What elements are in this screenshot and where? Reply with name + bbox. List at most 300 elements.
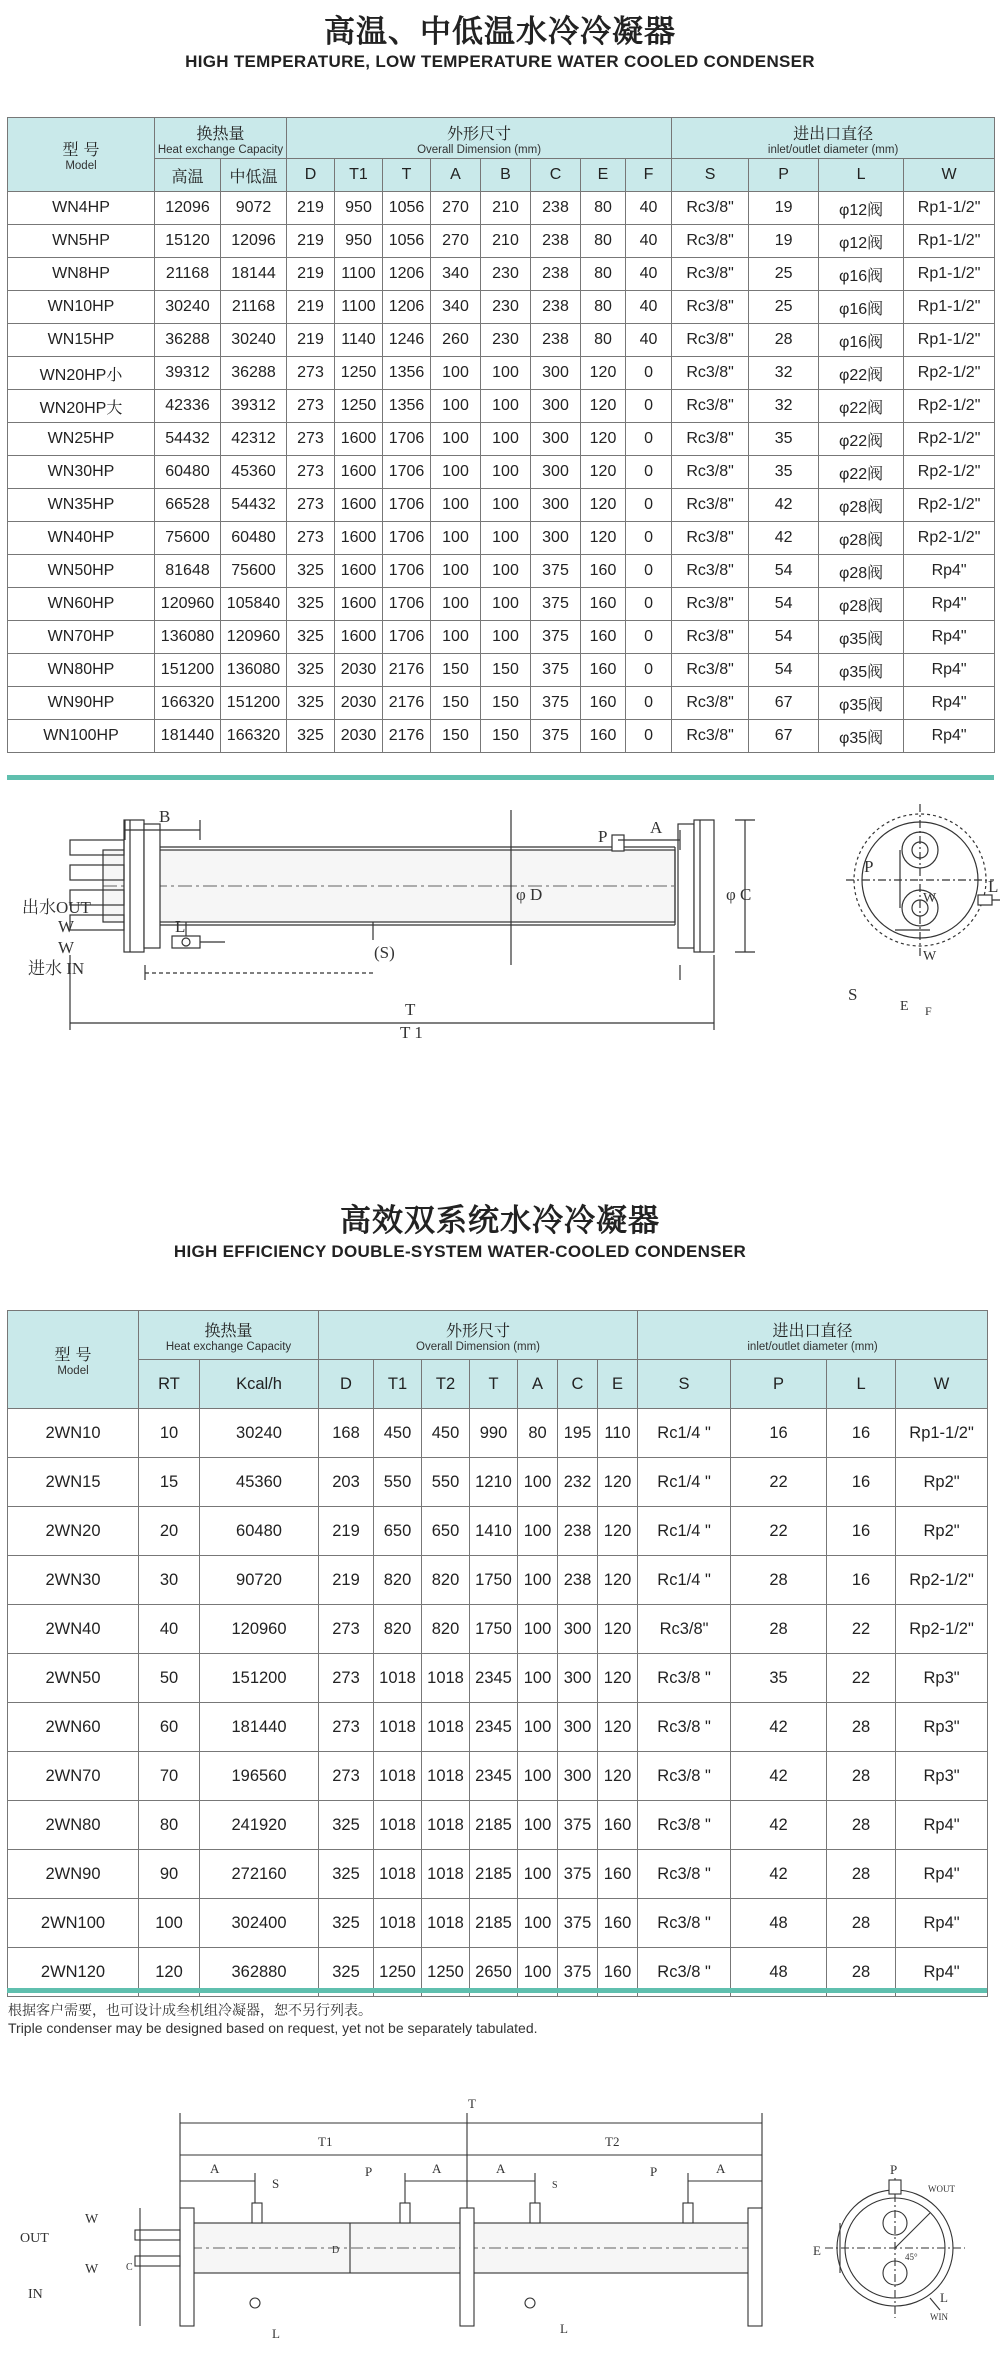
table-cell: Rp4" (904, 720, 995, 753)
table-cell: 42 (749, 522, 819, 555)
table-cell: 100 (481, 357, 531, 390)
table-cell: 22 (827, 1654, 896, 1703)
table-cell: 1018 (422, 1801, 470, 1850)
table-cell: 1250 (422, 1948, 470, 1997)
table-cell: 45360 (221, 456, 287, 489)
port-label-S: (S) (374, 943, 395, 962)
table-cell: 340 (431, 258, 481, 291)
table-cell: 42312 (221, 423, 287, 456)
table-cell: 300 (558, 1703, 598, 1752)
table-row (8, 1850, 988, 1899)
table-cell: 300 (531, 390, 581, 423)
table-cell: Rp4" (896, 1801, 988, 1850)
end2-label-E: E (813, 2243, 821, 2258)
dim2-label-A2: A (432, 2161, 442, 2176)
table-cell: 1018 (374, 1654, 422, 1703)
table-row (8, 1899, 988, 1948)
table-cell: 110 (598, 1409, 638, 1458)
table-cell: 181440 (155, 720, 221, 753)
table-cell: 219 (287, 225, 335, 258)
table-cell: Rc1/4 " (638, 1556, 731, 1605)
table-cell: 232 (558, 1458, 598, 1507)
dim-label-T1: T 1 (400, 1023, 423, 1042)
table-cell: 60480 (200, 1507, 319, 1556)
table-cell: 160 (581, 621, 626, 654)
table-cell: 32 (749, 390, 819, 423)
table-cell: 1246 (383, 324, 431, 357)
table-cell: 2185 (470, 1850, 518, 1899)
table-cell: 2345 (470, 1654, 518, 1703)
table-cell: 160 (581, 687, 626, 720)
table-cell: Rp1-1/2" (904, 258, 995, 291)
table-cell: 1206 (383, 291, 431, 324)
table-cell: 325 (287, 588, 335, 621)
table-cell: Rc1/4 " (638, 1409, 731, 1458)
dim-label-C: φ C (726, 885, 752, 904)
subheader-cell: C (531, 159, 581, 192)
table-cell: 100 (518, 1850, 558, 1899)
table-cell: Rc3/8" (672, 588, 749, 621)
table-cell: φ28阀 (819, 588, 904, 621)
table-cell: 100 (518, 1507, 558, 1556)
table-cell: 325 (319, 1948, 374, 1997)
note-en: Triple condenser may be designed based on request, yet not be separately tabulated. (8, 2020, 538, 2036)
table-cell: 2030 (335, 687, 383, 720)
table-cell: 238 (531, 258, 581, 291)
accent-bar-2 (7, 1988, 987, 1993)
table-cell: 1250 (374, 1948, 422, 1997)
table-cell: 100 (518, 1654, 558, 1703)
table-cell: 100 (518, 1948, 558, 1997)
table-cell: 1706 (383, 522, 431, 555)
end-label-W2: W (923, 949, 937, 964)
valve-label-L: L (175, 917, 186, 936)
table-cell: φ22阀 (819, 423, 904, 456)
table-cell: φ35阀 (819, 621, 904, 654)
header-model-2: 型 号 Model (8, 1311, 139, 1409)
table-cell: 219 (319, 1507, 374, 1556)
table-cell: 100 (431, 357, 481, 390)
table-cell: Rp2-1/2" (904, 456, 995, 489)
table-cell: 151200 (155, 654, 221, 687)
table-cell: 48 (731, 1899, 827, 1948)
table-cell: 273 (319, 1654, 374, 1703)
table-row (8, 1458, 988, 1507)
table-cell: 30240 (221, 324, 287, 357)
table-cell: 1018 (422, 1654, 470, 1703)
port2-label-S1: S (272, 2176, 280, 2191)
table-cell: 1600 (335, 555, 383, 588)
table-cell: 54 (749, 621, 819, 654)
table-cell: 1600 (335, 423, 383, 456)
table-cell: 25 (749, 258, 819, 291)
table-cell: Rc3/8" (672, 522, 749, 555)
table-cell: 1600 (335, 621, 383, 654)
table-row (8, 456, 995, 489)
table-cell: 325 (319, 1801, 374, 1850)
table-cell: 35 (749, 423, 819, 456)
table-cell: 1140 (335, 324, 383, 357)
dim2-label-C: C (126, 2262, 133, 2273)
section2-title-cn: 高效双系统水冷冷凝器 (340, 1203, 660, 1239)
table-cell: 1706 (383, 456, 431, 489)
table-cell: 54432 (221, 489, 287, 522)
table-cell: WN50HP (8, 555, 155, 588)
table-cell: Rp2-1/2" (904, 522, 995, 555)
table-cell: 19 (749, 225, 819, 258)
table-row (8, 423, 995, 456)
dim2-label-A4: A (716, 2161, 726, 2176)
port2-label-P2: P (650, 2164, 658, 2179)
table-cell: 100 (481, 489, 531, 522)
table-cell: Rp3" (896, 1703, 988, 1752)
table-cell: 210 (481, 192, 531, 225)
table-cell: 28 (731, 1556, 827, 1605)
table-2-body (8, 1409, 988, 1997)
table-cell: 0 (626, 588, 672, 621)
table-cell: 990 (470, 1409, 518, 1458)
table-cell: 120 (581, 423, 626, 456)
table-cell: 1018 (374, 1801, 422, 1850)
table-cell: 42 (731, 1752, 827, 1801)
table-cell: 90 (139, 1850, 200, 1899)
table-cell: 10 (139, 1409, 200, 1458)
table-cell: Rc3/8" (672, 720, 749, 753)
table-cell: φ16阀 (819, 291, 904, 324)
table-cell: 375 (558, 1948, 598, 1997)
table-cell: 273 (287, 357, 335, 390)
table-cell: 120 (139, 1948, 200, 1997)
label2-W2: W (85, 2262, 99, 2277)
table-cell: 40 (626, 192, 672, 225)
port2-label-S2: S (552, 2180, 558, 2191)
table-cell: 375 (531, 687, 581, 720)
table-2 (7, 1310, 988, 1997)
header-capacity: 换热量 Heat exchange Capacity (155, 118, 287, 159)
table-cell: 160 (581, 555, 626, 588)
table-cell: 375 (531, 588, 581, 621)
table-cell: 75600 (155, 522, 221, 555)
table-cell: 270 (431, 225, 481, 258)
dim2-label-A3: A (496, 2161, 506, 2176)
table-cell: φ16阀 (819, 324, 904, 357)
table-cell: 0 (626, 687, 672, 720)
table-cell: 375 (531, 555, 581, 588)
table-row (8, 687, 995, 720)
table-cell: 238 (531, 192, 581, 225)
table-cell: 81648 (155, 555, 221, 588)
table-cell: Rc3/8" (672, 489, 749, 522)
table-cell: 12096 (155, 192, 221, 225)
table-cell: 273 (287, 489, 335, 522)
table-cell: 1600 (335, 456, 383, 489)
table-cell: 375 (531, 621, 581, 654)
table-cell: 1600 (335, 522, 383, 555)
subheader-cell: W (896, 1360, 988, 1409)
table-cell: φ22阀 (819, 390, 904, 423)
table-cell: 100 (431, 522, 481, 555)
table-cell: Rp4" (904, 687, 995, 720)
table-cell: 54432 (155, 423, 221, 456)
table-cell: 273 (287, 456, 335, 489)
table-cell: 1750 (470, 1605, 518, 1654)
table-cell: Rc1/4 " (638, 1507, 731, 1556)
table-cell: 105840 (221, 588, 287, 621)
table-cell: 120 (581, 489, 626, 522)
table-cell: Rp1-1/2" (896, 1409, 988, 1458)
table-cell: 1250 (335, 390, 383, 423)
table-row (8, 1507, 988, 1556)
table-cell: 1018 (422, 1850, 470, 1899)
table-cell: 15120 (155, 225, 221, 258)
table-cell: 100 (431, 621, 481, 654)
table-cell: 820 (374, 1605, 422, 1654)
table-cell: 1018 (422, 1752, 470, 1801)
table-row (8, 654, 995, 687)
table-cell: 2176 (383, 687, 431, 720)
table-row (8, 291, 995, 324)
table-cell: 1410 (470, 1507, 518, 1556)
dim2-label-T2: T2 (605, 2134, 620, 2149)
dim-label-D: φ D (516, 885, 543, 904)
table-cell: 1100 (335, 258, 383, 291)
port2-label-P1: P (365, 2164, 373, 2179)
table-cell: 2176 (383, 720, 431, 753)
port-label-P: P (598, 827, 608, 846)
table-cell: 325 (287, 654, 335, 687)
table-cell: 16 (827, 1507, 896, 1556)
table-cell: 60480 (155, 456, 221, 489)
table-cell: 2030 (335, 720, 383, 753)
table-cell: 160 (581, 654, 626, 687)
header-port: 进出口直径 inlet/outlet diameter (mm) (672, 118, 995, 159)
label2-in: IN (28, 2287, 43, 2302)
table-cell: 168 (319, 1409, 374, 1458)
subheader-cell: P (749, 159, 819, 192)
table-cell: 219 (287, 291, 335, 324)
end-label-E: E (900, 999, 909, 1014)
table-cell: Rp1-1/2" (904, 192, 995, 225)
table-cell: 2WN80 (8, 1801, 139, 1850)
table-cell: 340 (431, 291, 481, 324)
table-cell: Rc3/8" (672, 357, 749, 390)
table-cell: 100 (431, 588, 481, 621)
section1-title-cn: 高温、中低温水冷冷凝器 (324, 14, 676, 50)
table-cell: Rc3/8" (672, 291, 749, 324)
table-cell: 160 (598, 1948, 638, 1997)
table-cell: 40 (139, 1605, 200, 1654)
table-cell: 22 (827, 1605, 896, 1654)
subheader-cell: W (904, 159, 995, 192)
table-cell: Rc3/8" (672, 390, 749, 423)
table-cell: 100 (518, 1556, 558, 1605)
table-row (8, 489, 995, 522)
table-cell: 2WN10 (8, 1409, 139, 1458)
table-cell: WN60HP (8, 588, 155, 621)
table-cell: WN30HP (8, 456, 155, 489)
table-cell: WN8HP (8, 258, 155, 291)
table-cell: φ22阀 (819, 357, 904, 390)
table-cell: 75600 (221, 555, 287, 588)
table-cell: 450 (374, 1409, 422, 1458)
accent-bar-1 (7, 775, 994, 780)
table-cell: Rp2" (896, 1507, 988, 1556)
table-cell: Rc3/8 " (638, 1801, 731, 1850)
end-label-W1: W (923, 891, 937, 906)
table-cell: 120 (581, 390, 626, 423)
table-cell: 0 (626, 654, 672, 687)
table-cell: 325 (287, 720, 335, 753)
subheader-cell: S (638, 1360, 731, 1409)
table-cell: 219 (287, 192, 335, 225)
table-row (8, 1409, 988, 1458)
table-cell: 21168 (155, 258, 221, 291)
table-row (8, 1801, 988, 1850)
table-cell: WN5HP (8, 225, 155, 258)
table-cell: WN20HP大 (8, 390, 155, 423)
table-cell: 1018 (422, 1899, 470, 1948)
table-cell: 28 (827, 1948, 896, 1997)
end-label-P: P (864, 857, 874, 876)
table-cell: WN70HP (8, 621, 155, 654)
table-cell: 2WN20 (8, 1507, 139, 1556)
table-cell: 325 (319, 1899, 374, 1948)
table-cell: 54 (749, 555, 819, 588)
table-cell: 238 (558, 1507, 598, 1556)
table-cell: 54 (749, 654, 819, 687)
table-cell: 120 (581, 522, 626, 555)
header-dimension: 外形尺寸 Overall Dimension (mm) (287, 118, 672, 159)
table-cell: 120960 (221, 621, 287, 654)
table-cell: 100 (481, 555, 531, 588)
table-cell: 36288 (155, 324, 221, 357)
table-cell: 325 (319, 1850, 374, 1899)
table-cell: 30240 (155, 291, 221, 324)
table-cell: 181440 (200, 1703, 319, 1752)
table-cell: 950 (335, 225, 383, 258)
table-cell: 9072 (221, 192, 287, 225)
table-cell: Rc3/8" (672, 654, 749, 687)
table-cell: 362880 (200, 1948, 319, 1997)
table-cell: Rp3" (896, 1752, 988, 1801)
table-cell: 219 (287, 324, 335, 357)
table-cell: 120 (598, 1507, 638, 1556)
label2-out: OUT (20, 2231, 49, 2246)
header-dimension-2: 外形尺寸 Overall Dimension (mm) (319, 1311, 638, 1360)
table-cell: 120 (581, 357, 626, 390)
table-cell: 273 (319, 1703, 374, 1752)
table-2-subheader (8, 1360, 988, 1409)
table-cell: 60480 (221, 522, 287, 555)
table-cell: 1018 (422, 1703, 470, 1752)
table-cell: 42 (749, 489, 819, 522)
table-cell: 0 (626, 390, 672, 423)
subheader-cell: F (626, 159, 672, 192)
end-label-F: F (925, 1004, 932, 1018)
table-cell: 40 (626, 258, 672, 291)
dim-label-B: B (159, 807, 171, 826)
table-cell: 1100 (335, 291, 383, 324)
dim-label-A: A (650, 818, 663, 837)
table-cell: 2WN50 (8, 1654, 139, 1703)
table-cell: 42336 (155, 390, 221, 423)
table-cell: 2WN100 (8, 1899, 139, 1948)
table-cell: 16 (827, 1409, 896, 1458)
table-cell: 2650 (470, 1948, 518, 1997)
table-cell: 2WN40 (8, 1605, 139, 1654)
table-cell: 196560 (200, 1752, 319, 1801)
table-cell: 1600 (335, 588, 383, 621)
table-cell: 820 (374, 1556, 422, 1605)
subheader-cell: S (672, 159, 749, 192)
table-cell: 15 (139, 1458, 200, 1507)
table-cell: 100 (481, 423, 531, 456)
table-cell: 42 (731, 1850, 827, 1899)
table-cell: 2185 (470, 1801, 518, 1850)
table-cell: 151200 (200, 1654, 319, 1703)
subheader-cell: T1 (374, 1360, 422, 1409)
header-port-2: 进出口直径 inlet/outlet diameter (mm) (638, 1311, 988, 1360)
table-cell: 1750 (470, 1556, 518, 1605)
table-cell: 273 (319, 1605, 374, 1654)
table-cell: Rp2" (896, 1458, 988, 1507)
table-cell: Rp2-1/2" (904, 489, 995, 522)
table-cell: 120 (598, 1703, 638, 1752)
table-cell: 80 (581, 192, 626, 225)
table-cell: Rc3/8" (672, 456, 749, 489)
table-cell: 1018 (374, 1752, 422, 1801)
table-row (8, 588, 995, 621)
table-1-subheader (8, 159, 995, 192)
table-cell: 28 (827, 1850, 896, 1899)
label-out: 出水OUT (22, 898, 91, 917)
table-cell: 1356 (383, 390, 431, 423)
table-cell: Rc3/8 " (638, 1654, 731, 1703)
table-cell: WN90HP (8, 687, 155, 720)
table-cell: 100 (518, 1458, 558, 1507)
table-cell: 650 (422, 1507, 470, 1556)
table-row (8, 1556, 988, 1605)
table-cell: 2185 (470, 1899, 518, 1948)
table-cell: 25 (749, 291, 819, 324)
table-cell: 32 (749, 357, 819, 390)
table-cell: 150 (431, 654, 481, 687)
table-cell: 375 (558, 1850, 598, 1899)
table-cell: 0 (626, 555, 672, 588)
subheader-cell: P (731, 1360, 827, 1409)
table-cell: 120960 (155, 588, 221, 621)
table-cell: 36288 (221, 357, 287, 390)
dim-label-T: T (405, 1000, 416, 1019)
table-cell: 67 (749, 720, 819, 753)
table-cell: 20 (139, 1507, 200, 1556)
table-cell: 1206 (383, 258, 431, 291)
table-cell: 28 (827, 1703, 896, 1752)
table-cell: 39312 (221, 390, 287, 423)
table-row (8, 555, 995, 588)
subheader-cell: E (598, 1360, 638, 1409)
table-cell: 50 (139, 1654, 200, 1703)
table-cell: 100 (431, 423, 481, 456)
table-cell: φ28阀 (819, 522, 904, 555)
table-cell: 450 (422, 1409, 470, 1458)
table-cell: Rc3/8" (672, 258, 749, 291)
table-cell: 40 (626, 291, 672, 324)
table-cell: Rc3/8 " (638, 1703, 731, 1752)
table-cell: WN25HP (8, 423, 155, 456)
table-cell: 120 (581, 456, 626, 489)
table-cell: 150 (431, 720, 481, 753)
